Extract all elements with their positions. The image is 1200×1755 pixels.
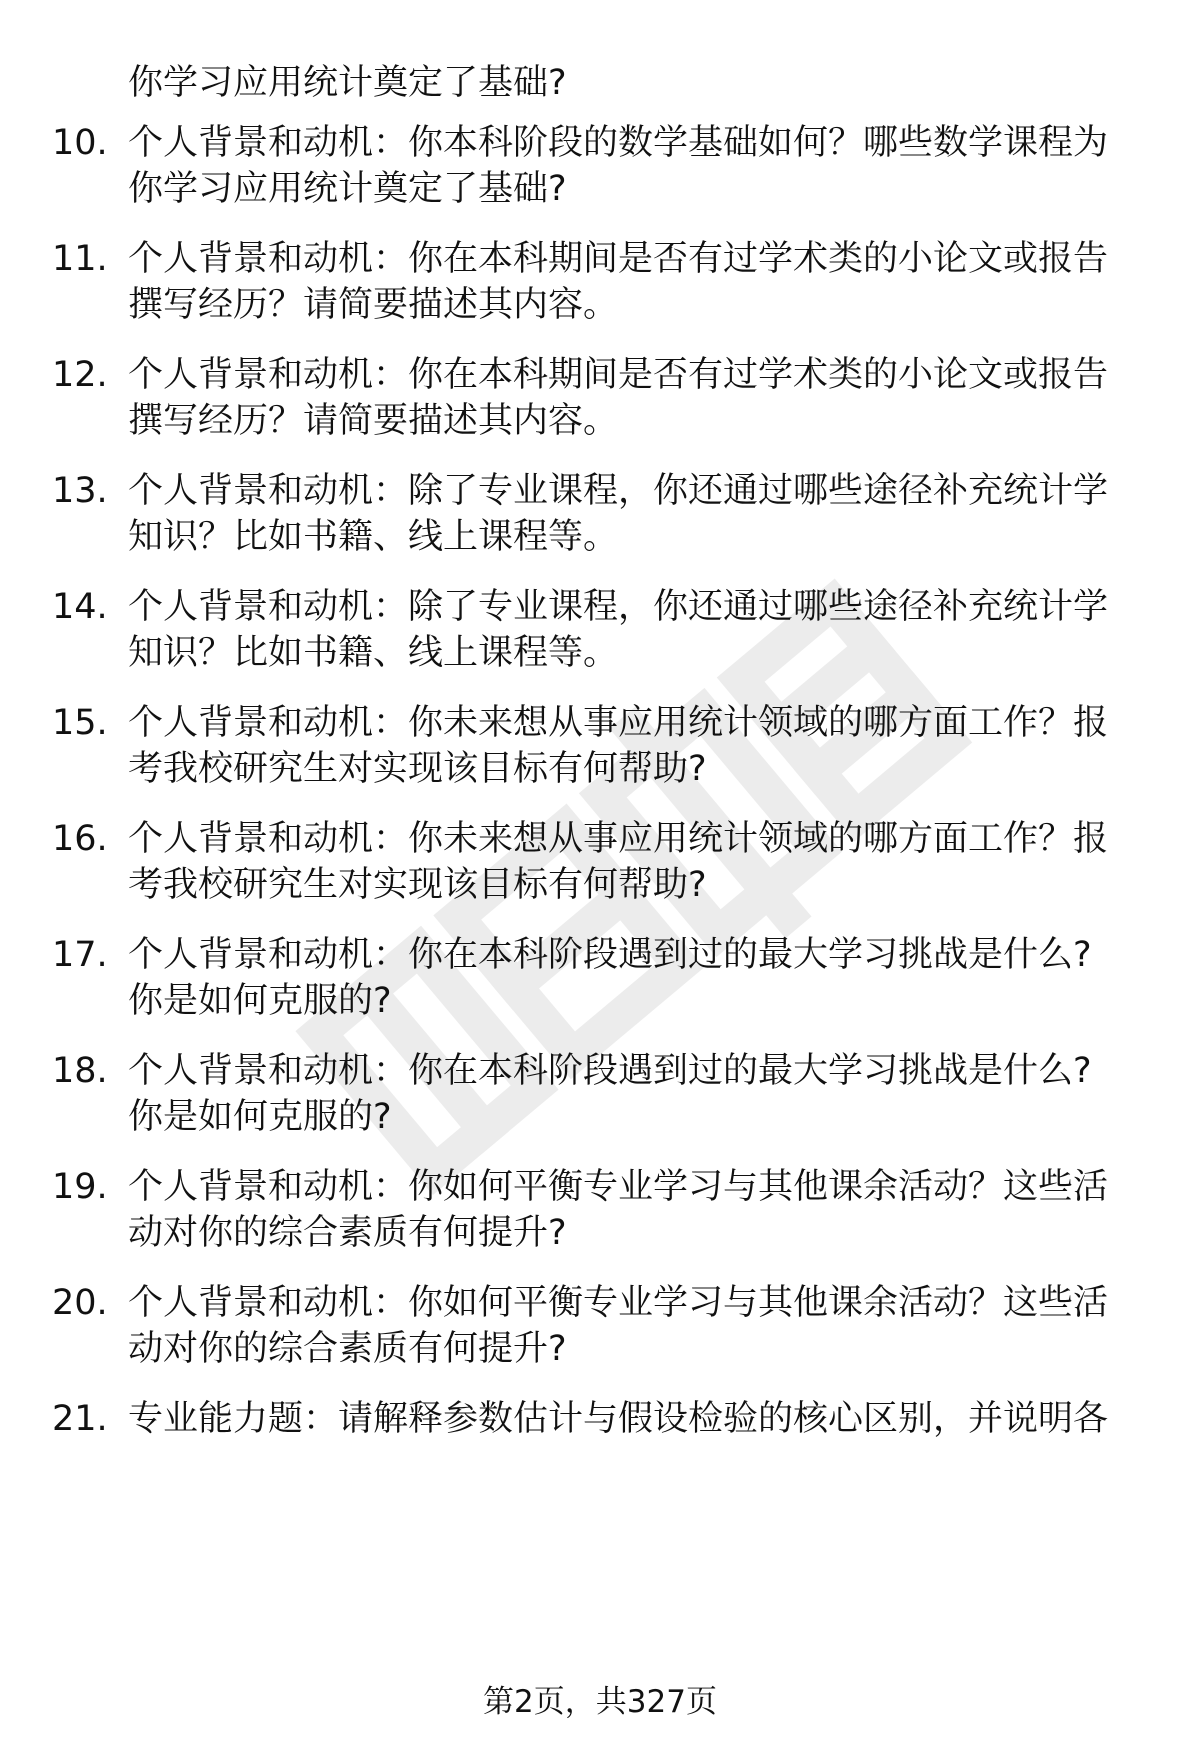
item-number: 21.	[52, 1399, 108, 1439]
item-line: 考我校研究生对实现该目标有何帮助?	[128, 749, 707, 789]
item-text	[128, 816, 1148, 908]
item-line: 个人背景和动机：你在本科阶段遇到过的最大学习挑战是什么?	[128, 1051, 1092, 1091]
item-number: 13.	[52, 471, 108, 511]
item-number: 11.	[52, 239, 108, 279]
list-item	[0, 816, 1200, 908]
item-line: 个人背景和动机：你如何平衡专业学习与其他课余活动？这些活	[128, 1167, 1109, 1207]
item-text	[128, 584, 1148, 676]
item-line: 个人背景和动机：除了专业课程，你还通过哪些途径补充统计学	[128, 587, 1109, 627]
item-line: 撰写经历？请简要描述其内容。	[128, 285, 619, 325]
item-text	[128, 236, 1148, 328]
item-line: 动对你的综合素质有何提升?	[128, 1213, 567, 1253]
item-line: 个人背景和动机：你在本科阶段遇到过的最大学习挑战是什么?	[128, 935, 1092, 975]
item-line: 考我校研究生对实现该目标有何帮助?	[128, 865, 707, 905]
list-item	[0, 352, 1200, 444]
list-item	[0, 120, 1200, 212]
item-number: 18.	[52, 1051, 108, 1091]
item-line: 个人背景和动机：你在本科期间是否有过学术类的小论文或报告	[128, 355, 1109, 395]
item-text	[128, 352, 1148, 444]
item-line: 个人背景和动机：你未来想从事应用统计领域的哪方面工作？报	[128, 819, 1109, 859]
item-number: 16.	[52, 819, 108, 859]
item-line: 动对你的综合素质有何提升?	[128, 1329, 567, 1369]
item-number: 10.	[52, 123, 108, 163]
item-text	[128, 468, 1148, 560]
item-line: 个人背景和动机：你未来想从事应用统计领域的哪方面工作？报	[128, 703, 1109, 743]
item-line: 你学习应用统计奠定了基础?	[128, 169, 567, 209]
item-number: 19.	[52, 1167, 108, 1207]
item-text	[128, 1280, 1148, 1372]
item-line: 知识？比如书籍、线上课程等。	[128, 517, 619, 557]
item-text	[128, 1396, 1148, 1442]
item-number: 14.	[52, 587, 108, 627]
list-item	[0, 236, 1200, 328]
list-item	[0, 700, 1200, 792]
list-item	[0, 584, 1200, 676]
list-item	[0, 932, 1200, 1024]
item-text	[128, 1048, 1148, 1140]
item-line: 撰写经历？请简要描述其内容。	[128, 401, 619, 441]
item-line: 你是如何克服的?	[128, 981, 392, 1021]
item-line: 知识？比如书籍、线上课程等。	[128, 633, 619, 673]
item-line: 个人背景和动机：你如何平衡专业学习与其他课余活动？这些活	[128, 1283, 1109, 1323]
item-line: 个人背景和动机：你在本科期间是否有过学术类的小论文或报告	[128, 239, 1109, 279]
list-item	[0, 1048, 1200, 1140]
page-footer: 第2页，共327页	[483, 1684, 717, 1720]
list-item	[0, 1280, 1200, 1372]
list-item	[0, 1396, 1200, 1488]
item-line: 专业能力题：请解释参数估计与假设检验的核心区别，并说明各	[128, 1399, 1109, 1439]
item-number: 15.	[52, 703, 108, 743]
list-item	[0, 1164, 1200, 1256]
item-text	[128, 120, 1148, 212]
item-number: 20.	[52, 1283, 108, 1323]
item-line: 个人背景和动机：你本科阶段的数学基础如何？哪些数学课程为	[128, 123, 1109, 163]
carryover-line: 你学习应用统计奠定了基础?	[128, 63, 567, 103]
item-number: 12.	[52, 355, 108, 395]
list-item	[0, 468, 1200, 560]
item-text	[128, 700, 1148, 792]
item-text	[128, 932, 1148, 1024]
item-line: 个人背景和动机：除了专业课程，你还通过哪些途径补充统计学	[128, 471, 1109, 511]
item-text	[128, 1164, 1148, 1256]
item-line: 你是如何克服的?	[128, 1097, 392, 1137]
item-number: 17.	[52, 935, 108, 975]
